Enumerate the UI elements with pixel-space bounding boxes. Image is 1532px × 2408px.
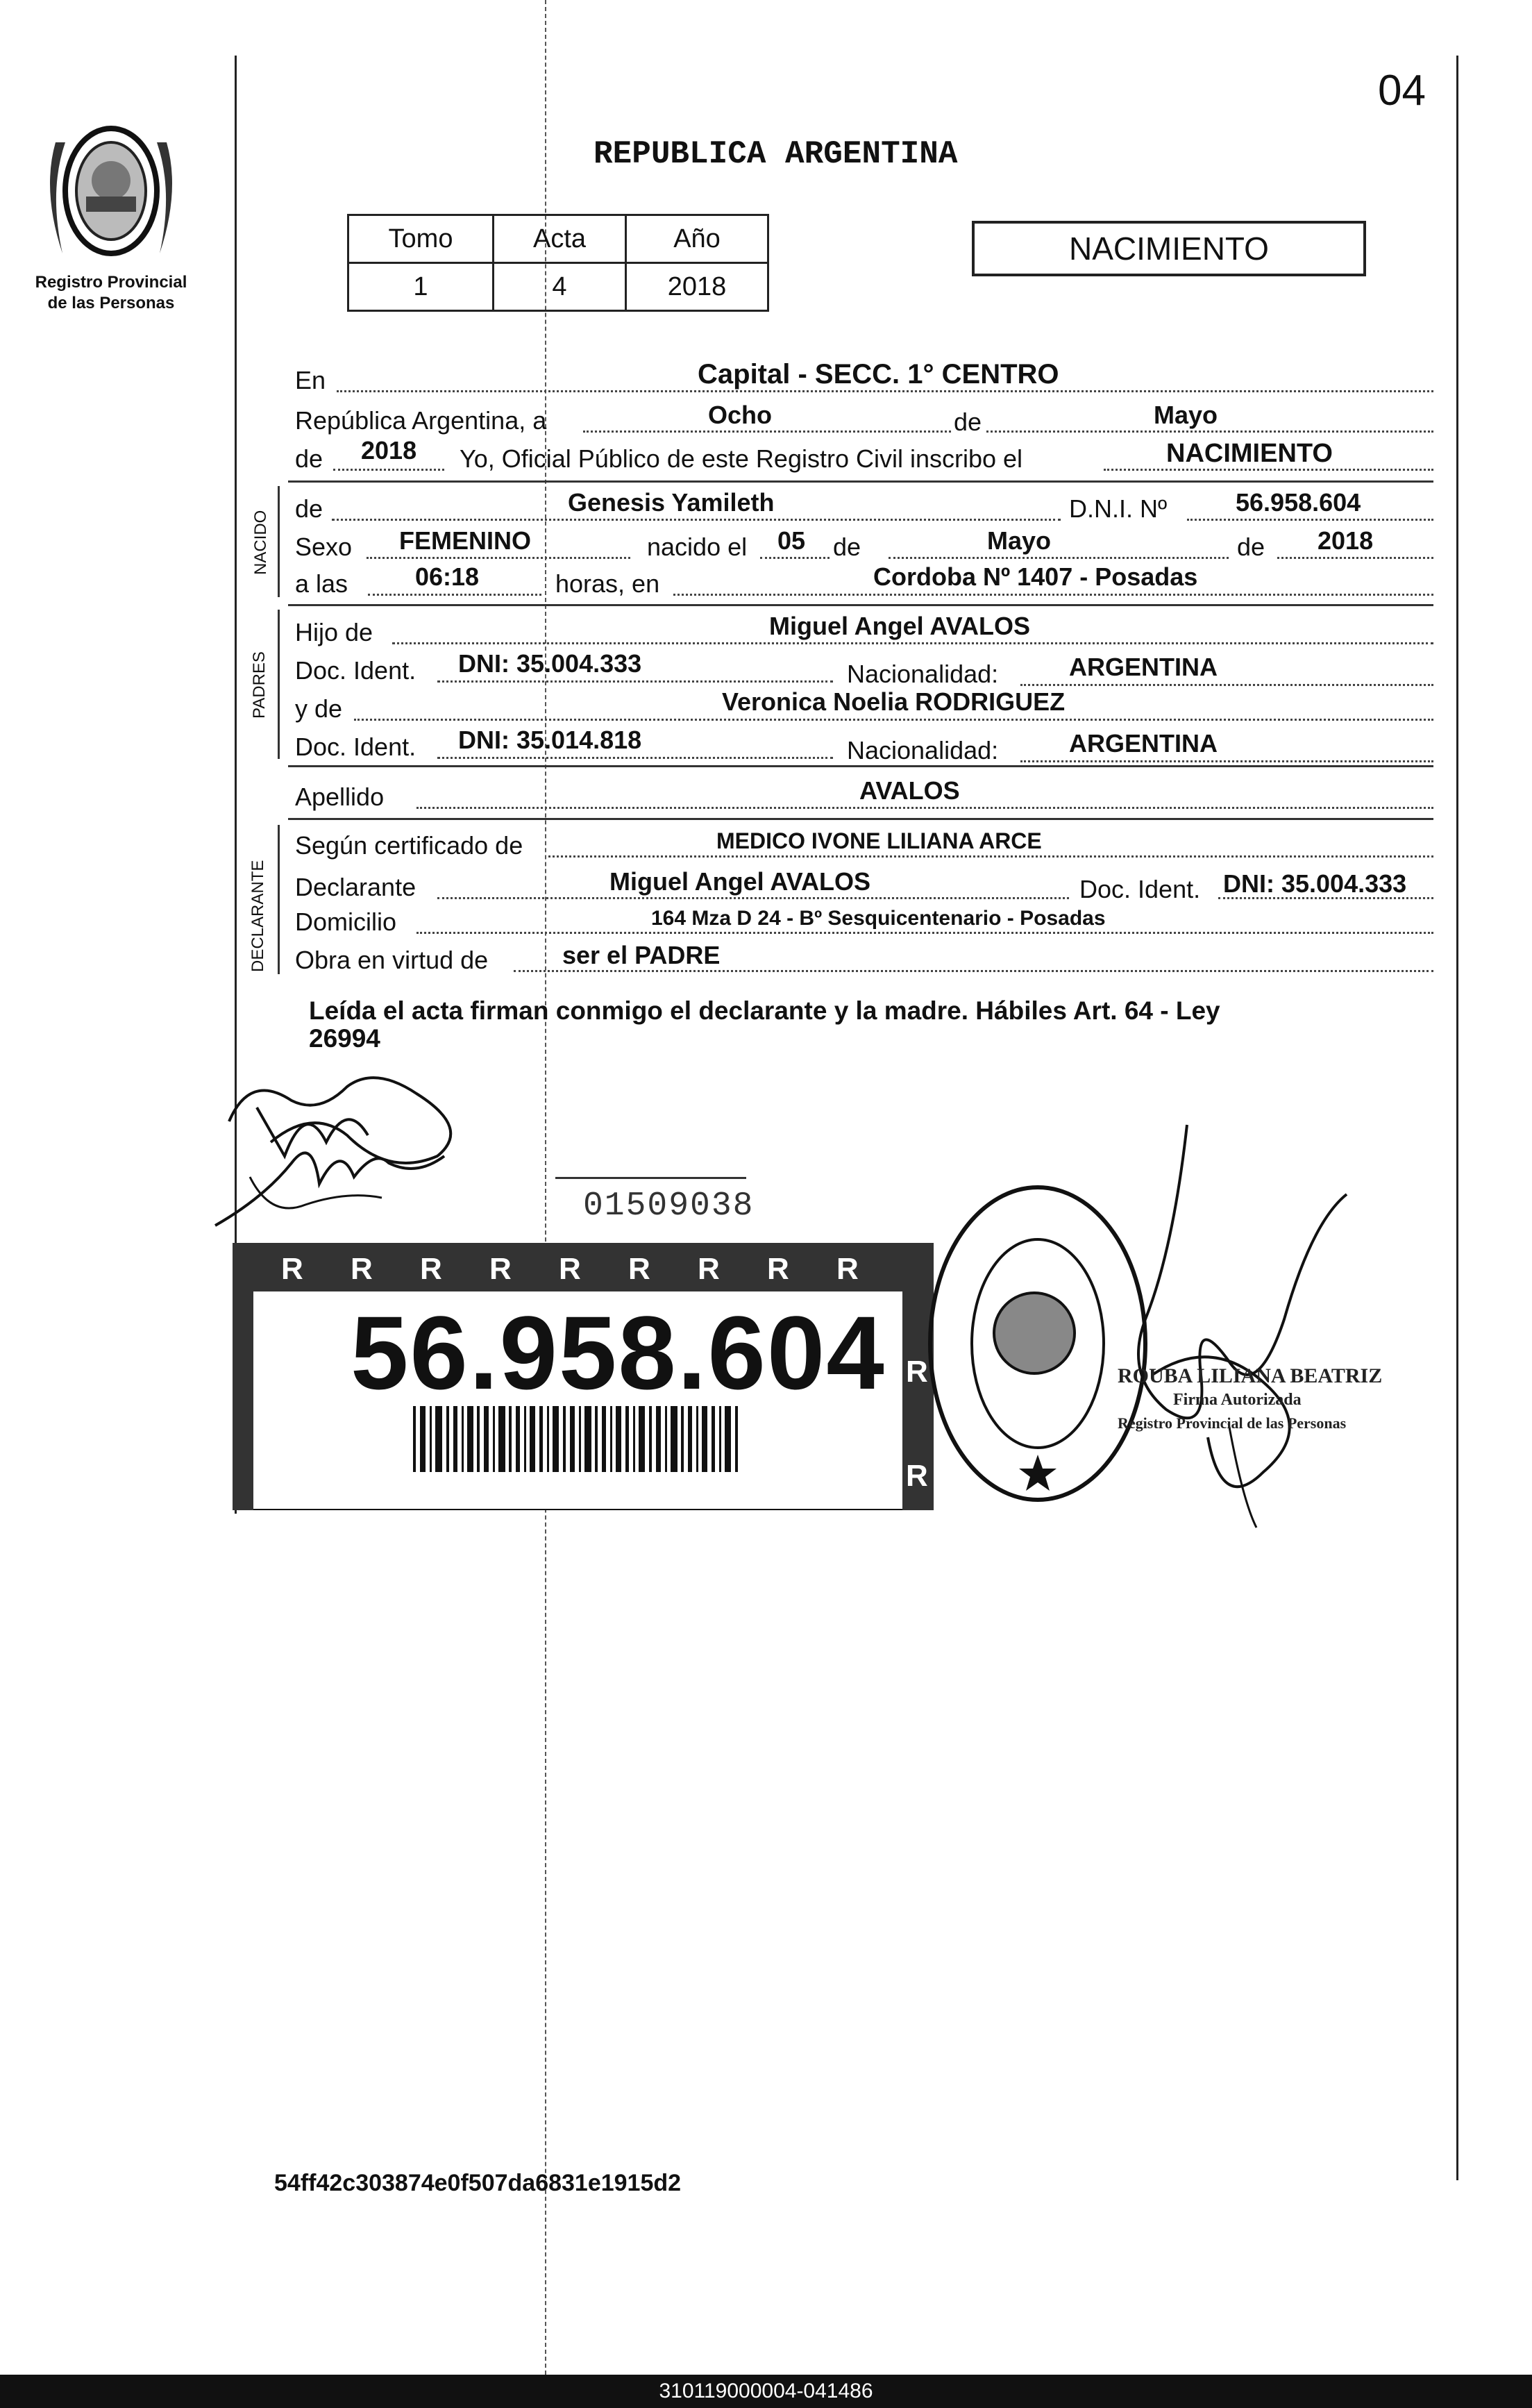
dni-dotline (1187, 519, 1433, 521)
logo-caption-line2: de las Personas (47, 294, 175, 312)
en-label: En (295, 366, 326, 394)
decl-doc: DNI: 35.004.333 (1223, 869, 1407, 898)
birth-de1-label: de (833, 533, 861, 561)
signature-official (1104, 1111, 1395, 1541)
nacido-top-border (288, 480, 1433, 483)
nacido-el-label: nacido el (647, 533, 748, 561)
father-nac-dotline (1020, 684, 1433, 686)
padres-top-border (288, 604, 1433, 606)
acta-table (347, 214, 769, 312)
madre-dotline (354, 719, 1433, 721)
cert-label: Según certificado de (295, 831, 523, 860)
official-office: Registro Provincial de las Personas (1118, 1414, 1347, 1432)
father-name: Miguel Angel AVALOS (769, 612, 1030, 640)
en-dotline (337, 390, 1433, 392)
cert-dotline (548, 855, 1433, 858)
year-dotline (333, 469, 444, 471)
dom-label: Domicilio (295, 908, 397, 936)
name-dotline (332, 519, 1061, 521)
mother-nac-dotline (1020, 760, 1433, 762)
inscribo-value: NACIMIENTO (1166, 439, 1333, 468)
record-type-label: NACIMIENTO (1069, 231, 1269, 267)
rep-month-value: Mayo (1154, 401, 1218, 429)
svg-text:R: R (489, 1252, 512, 1286)
birth-year: 2018 (1318, 526, 1374, 555)
lugar-dotline (673, 594, 1433, 596)
acta-value-tomo: 1 (348, 263, 494, 311)
dom-dotline (416, 932, 1433, 934)
yo-text: Yo, Oficial Público de este Registro Civil inscribo el (460, 444, 1023, 473)
closing-text (309, 997, 1426, 1053)
svg-text:R: R (836, 1252, 859, 1286)
official-name: ROUBA LILIANA BEATRIZ (1118, 1364, 1383, 1387)
dia-dotline (760, 557, 830, 559)
mother-doc: DNI: 35.014.818 (458, 726, 642, 754)
de-year-label: de (295, 444, 323, 473)
footer-code: 310119000004-041486 (659, 2380, 873, 2402)
control-number: 01509038 (583, 1187, 755, 1225)
sexo-label: Sexo (295, 533, 353, 561)
acta-value-anio: 2018 (626, 263, 768, 311)
svg-text:R: R (906, 1459, 928, 1493)
mother-nationality: ARGENTINA (1069, 729, 1218, 758)
alas-label: a las (295, 569, 348, 598)
birth-place: Cordoba Nº 1407 - Posadas (873, 562, 1198, 591)
y-de-label: y de (295, 694, 343, 723)
inscribo-dotline (1104, 469, 1433, 471)
hijo-de-label: Hijo de (295, 618, 373, 646)
apellido-top-border (288, 765, 1433, 767)
father-doc: DNI: 35.004.333 (458, 649, 642, 678)
official-stamp-text (1118, 1364, 1382, 1435)
rep-de-label: de (951, 408, 984, 437)
official-role: Firma Autorizada (1173, 1391, 1302, 1409)
logo-caption (14, 272, 208, 314)
obra-label: Obra en virtud de (295, 946, 489, 974)
child-name: Genesis Yamileth (568, 488, 775, 517)
birth-day: 05 (777, 526, 806, 555)
logo-caption-line1: Registro Provincial (35, 273, 187, 292)
decl-label: Declarante (295, 873, 416, 901)
en-value: Capital - SECC. 1° CENTRO (698, 359, 1059, 390)
year-value: 2018 (361, 436, 417, 465)
acta-header-acta: Acta (494, 215, 626, 263)
svg-text:R: R (628, 1252, 650, 1286)
document-title: REPUBLICA ARGENTINA (594, 136, 958, 172)
mother-doc-label: Doc. Ident. (295, 733, 416, 761)
document-hash: 54ff42c303874e0f507da6831e1915d2 (274, 2170, 682, 2196)
svg-text:R: R (698, 1252, 720, 1286)
svg-text:R: R (420, 1252, 442, 1286)
svg-text:R: R (281, 1252, 303, 1286)
nacido-section-label: NACIDO (251, 510, 270, 575)
sexo-dotline (367, 557, 630, 559)
rep-label: República Argentina, a (295, 406, 547, 435)
nacido-de-label: de (295, 494, 323, 523)
dni-label: D.N.I. Nº (1069, 494, 1168, 523)
birth-de2-label: de (1237, 533, 1265, 561)
birth-time: 06:18 (415, 562, 480, 591)
declarante-bracket (278, 825, 280, 974)
father-doc-label: Doc. Ident. (295, 656, 416, 685)
mother-doc-dotline (437, 757, 833, 759)
closing-line1: Leída el acta firman conmigo el declarante y la madre. Hábiles Art. 64 - Ley (309, 996, 1220, 1025)
hora-dotline (368, 594, 541, 596)
apellido-value: AVALOS (859, 776, 960, 805)
rep-dotline (583, 430, 1433, 433)
horas-en-label: horas, en (555, 569, 660, 598)
acta-value-acta: 4 (494, 263, 626, 311)
mother-nac-label: Nacionalidad: (847, 736, 999, 764)
obra-value: ser el PADRE (562, 941, 721, 969)
cert-value: MEDICO IVONE LILIANA ARCE (716, 828, 1042, 853)
page-number: 04 (1378, 67, 1426, 115)
acta-header-tomo: Tomo (348, 215, 494, 263)
dom-value: 164 Mza D 24 - Bº Sesquicentenario - Posadas (651, 907, 1106, 930)
decl-dotline (437, 897, 1069, 899)
mother-name: Veronica Noelia RODRIGUEZ (722, 687, 1066, 716)
acta-header-anio: Año (626, 215, 768, 263)
svg-text:R: R (906, 1355, 928, 1389)
apellido-dotline (416, 807, 1433, 809)
padre-dotline (392, 642, 1433, 644)
dni-sticker (233, 1243, 934, 1510)
decl-doc-label: Doc. Ident. (1079, 875, 1201, 903)
padres-bracket (278, 610, 280, 759)
closing-line2: 26994 (309, 1024, 380, 1053)
obra-dotline (514, 970, 1433, 972)
rep-day-value: Ocho (708, 401, 773, 429)
dni-sticker-number: 56.958.604 (351, 1294, 886, 1411)
declarante-top-border (288, 818, 1433, 820)
right-frame-line (1456, 56, 1458, 2180)
control-number-stamp (555, 1177, 755, 1235)
footer-bar (0, 2375, 1532, 2408)
birth-month: Mayo (987, 526, 1052, 555)
decl-value: Miguel Angel AVALOS (609, 867, 870, 896)
father-nationality: ARGENTINA (1069, 653, 1218, 681)
nacido-bracket (278, 486, 280, 597)
anio-dotline (1277, 557, 1433, 559)
mes-dotline (889, 557, 1229, 559)
father-doc-dotline (437, 680, 833, 683)
svg-text:R: R (767, 1252, 789, 1286)
svg-text:R: R (559, 1252, 581, 1286)
padres-section-label: PADRES (250, 651, 269, 719)
father-nac-label: Nacionalidad: (847, 660, 999, 688)
svg-text:R: R (351, 1252, 373, 1286)
signature-declarante (208, 1059, 500, 1239)
record-type-box (972, 221, 1366, 276)
center-fold-line (545, 0, 546, 2375)
apellido-label: Apellido (295, 783, 385, 811)
sexo-value: FEMENINO (399, 526, 532, 555)
declarante-section-label: DECLARANTE (249, 860, 267, 972)
registry-logo (35, 115, 187, 267)
child-dni: 56.958.604 (1236, 488, 1361, 517)
